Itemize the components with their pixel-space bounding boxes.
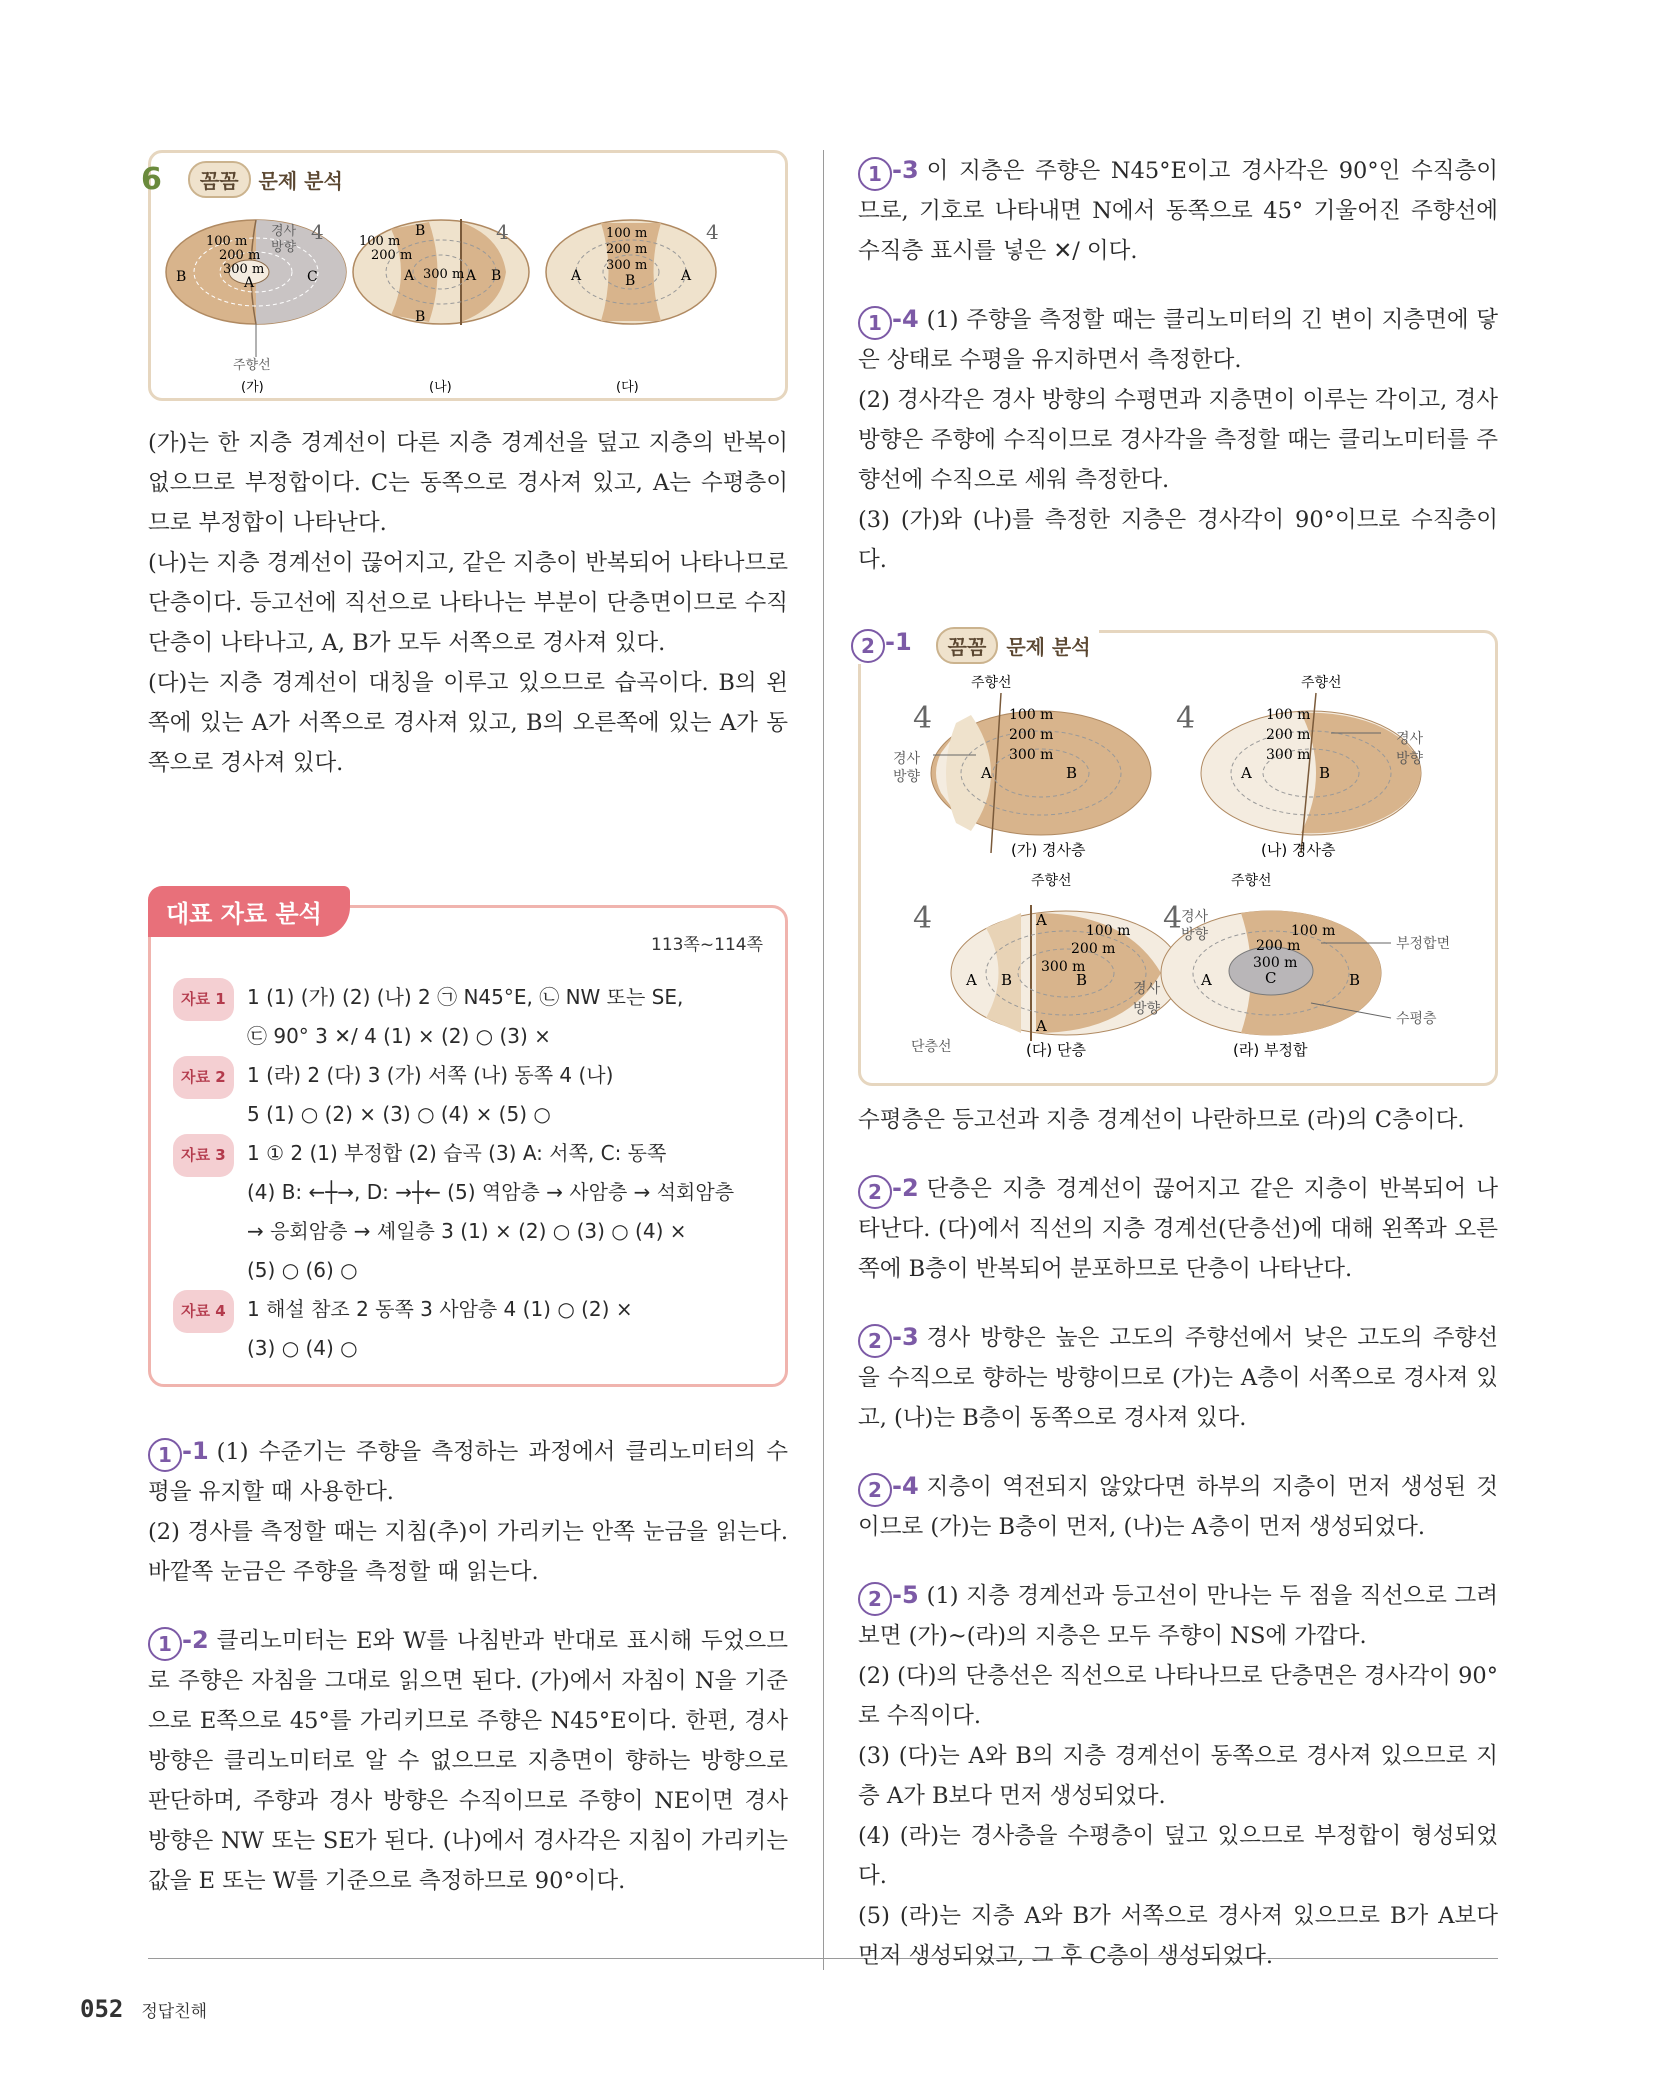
letter-b: B (415, 223, 426, 239)
badge: 자료 3 (173, 1134, 234, 1177)
right-column (858, 150, 1498, 2004)
contour-100: 100 m (606, 226, 648, 241)
answer-2-3 (858, 1317, 1498, 1438)
q6-number: 6 (141, 162, 162, 197)
contour-300: 300 m (223, 262, 265, 277)
letter-b2: B (1076, 971, 1088, 989)
q6-kk-header (188, 161, 343, 198)
paragraph: 수평층은 등고선과 지층 경계선이 나란하므로 (라)의 C층이다. (858, 1107, 1465, 1133)
letter-c: C (307, 269, 318, 285)
contour-200: 200 m (1009, 727, 1054, 743)
summary-line: (4) B: ←┼→, D: →┼← (5) 역암층 → 사암층 → 석회암층 (247, 1180, 735, 1204)
answer-1-4 (858, 299, 1498, 580)
caption-na: (나) (429, 380, 452, 395)
item-number: 1 -4 (858, 299, 919, 340)
answer-1-2 (148, 1620, 788, 1901)
paragraph: (2) (다)의 단층선은 직선으로 나타나므로 단층면은 경사각이 90°로 수직이다. (858, 1663, 1498, 1729)
kk-tag: 꼼꼼 (188, 161, 251, 198)
letter-a: A (571, 268, 582, 284)
summary-line: 1 (라) 2 (다) 3 (가) 서쪽 (나) 동쪽 4 (나) (247, 1063, 614, 1087)
kk-header (936, 627, 1091, 664)
strike-label: 주향선 (971, 675, 1012, 691)
north-4: 4 (1176, 701, 1196, 736)
badge: 자료 4 (173, 1290, 234, 1333)
contour-300: 300 m (1266, 747, 1311, 763)
answer-2-5 (858, 1575, 1498, 1976)
summary-line: ㉢ 90° 3 ✕/ 4 (1) × (2) ○ (3) × (247, 1024, 551, 1048)
summary-line: (5) ○ (6) ○ (247, 1258, 358, 1282)
letter-b: B (625, 273, 636, 289)
paragraph: (2) 경사를 측정할 때는 지침(추)이 가리키는 안쪽 눈금을 읽는다. 바깥쪽 눈금은 주향을 측정할 때 읽는다. (148, 1519, 788, 1585)
strike-label: 주향선 (1301, 675, 1342, 691)
paragraph: 1 -1 (1) 수준기는 주향을 측정하는 과정에서 클리노미터의 수평을 유지할 때 사용한다. (148, 1431, 788, 1512)
badge: 자료 2 (173, 1056, 234, 1099)
paragraph: (5) (라)는 지층 A와 B가 서쪽으로 경사져 있으므로 B가 A보다 먼저 생성되었고, 그 후 C층이 생성되었다. (858, 1903, 1498, 1969)
north-4: 4 (1163, 901, 1183, 936)
letter-b2: B (415, 309, 426, 325)
contour-300: 300 m (1253, 955, 1298, 971)
letter-b: B (176, 269, 187, 285)
north-4: 4 (311, 220, 324, 244)
summary-line: (3) ○ (4) ○ (247, 1336, 358, 1360)
paragraph: (가)는 한 지층 경계선이 다른 지층 경계선을 덮고 지층의 반복이 없으므로 부정합이다. C는 동쪽으로 경사져 있고, A는 수평층이므로 부정합이 나타난다. (148, 430, 788, 536)
map-da (911, 872, 1181, 1059)
item-number: 1 -2 (148, 1620, 209, 1661)
item-number: 2 -2 (858, 1168, 919, 1209)
contour-200: 200 m (606, 242, 648, 257)
summary-line: 5 (1) ○ (2) × (3) ○ (4) × (5) ○ (247, 1102, 551, 1126)
q6-explanation (148, 423, 788, 783)
contour-300: 300 m (1041, 959, 1086, 975)
paragraph: 1 -4 (1) 주향을 측정할 때는 클리노미터의 긴 변이 지층면에 닿은 상태로 수평을 유지하면서 측정한다. (858, 299, 1498, 380)
summary-line: 1 ① 2 (1) 부정합 (2) 습곡 (3) A: 서쪽, C: 동쪽 (247, 1141, 667, 1165)
paragraph: 1 -3 이 지층은 주향은 N45°E이고 경사각은 90°인 수직층이므로, 기호로 나타내면 N에서 동쪽으로 45° 기울어진 주향선에 수직층 표시를 넣은 ✕/ 이다. (858, 150, 1498, 271)
map-na (1176, 674, 1424, 859)
summary-line: 1 (1) (가) (2) (나) 2 ㉠ N45°E, ㉡ NW 또는 SE, (247, 985, 684, 1009)
q6-maps (161, 197, 761, 397)
letter-a: A (1201, 971, 1212, 989)
caption-ga: (가) (241, 380, 264, 395)
item-number: 1 -3 (858, 150, 919, 191)
summary-line: 1 해설 참조 2 동쪽 3 사암층 4 (1) ○ (2) × (247, 1297, 633, 1321)
letter-b: B (1001, 971, 1013, 989)
letter-a: A (244, 275, 255, 291)
q2-1-maps (861, 673, 1491, 1073)
contour-300: 300 m (423, 267, 465, 282)
letter-a2: A (466, 268, 477, 284)
north-4: 4 (913, 901, 933, 936)
caption-na: (나) 경사층 (1261, 841, 1336, 859)
book-label: 정답친해 (141, 2002, 208, 2022)
q2-1-conclusion (858, 1100, 1498, 1140)
summary-row (173, 1290, 763, 1368)
contour-200: 200 m (1071, 941, 1116, 957)
dip-label-1: 경사 (1133, 981, 1161, 997)
letter-a: A (1036, 911, 1047, 929)
letter-b: B (1066, 764, 1078, 782)
left-column (141, 150, 788, 1929)
contour-100: 100 m (1266, 707, 1311, 723)
contour-200: 200 m (371, 248, 413, 263)
paragraph: (4) (라)는 경사층을 수평층이 덮고 있으므로 부정합이 형성되었다. (858, 1823, 1498, 1889)
dip-label-2: 방향 (271, 240, 297, 255)
answer-2-2 (858, 1168, 1498, 1289)
summary-row (173, 1134, 763, 1290)
strike-label: 주향선 (233, 358, 271, 373)
horizontal-layer-label: 수평층 (1396, 1011, 1437, 1027)
summary-pages: 113쪽~114쪽 (651, 935, 763, 955)
map-ra (1161, 872, 1450, 1059)
kk-label: 문제 분석 (1006, 635, 1091, 659)
letter-c: C (1265, 969, 1277, 987)
map-na (353, 219, 529, 395)
letter-a3: A (1036, 1017, 1047, 1035)
item-number: 1 -1 (148, 1431, 209, 1472)
paragraph: (다)는 지층 경계선이 대칭을 이루고 있으므로 습곡이다. B의 왼쪽에 있는 A가 서쪽으로 경사져 있고, B의 오른쪽에 있는 A가 동쪽으로 경사져 있다. (148, 670, 788, 776)
item-number: 2 -5 (858, 1575, 919, 1616)
contour-100: 100 m (206, 234, 248, 249)
page-footer (80, 1995, 207, 2023)
dip-label-2: 방향 (1396, 751, 1424, 767)
paragraph: 2 -5 (1) 지층 경계선과 등고선이 만나는 두 점을 직선으로 그려보면 (가)~(라)의 지층은 모두 주향이 NS에 가깝다. (858, 1575, 1498, 1656)
north-4: 4 (496, 220, 509, 244)
letter-a: A (404, 268, 415, 284)
summary-title: 대표 자료 분석 (148, 886, 350, 937)
north-4: 4 (913, 701, 933, 736)
q2-1-figure-box (858, 630, 1498, 1086)
paragraph: (3) (가)와 (나)를 측정한 지층은 경사각이 90°이므로 수직층이다. (858, 507, 1498, 573)
kk-label: 문제 분석 (258, 169, 343, 193)
strike-label: 주향선 (1031, 873, 1072, 889)
letter-a2: A (681, 268, 692, 284)
paragraph: 2 -3 경사 방향은 높은 고도의 주향선에서 낮은 고도의 주향선을 수직으로 향하는 방향이므로 (가)는 A층이 서쪽으로 경사져 있고, (나)는 B층이 동쪽으로 경사져 있다. (858, 1317, 1498, 1438)
contour-100: 100 m (1009, 707, 1054, 723)
kk-tag: 꼼꼼 (936, 627, 999, 664)
paragraph: 2 -2 단층은 지층 경계선이 끊어지고 같은 지층이 반복되어 나타난다. (다)에서 직선의 지층 경계선(단층선)에 대해 왼쪽과 오른쪽에 B층이 반복되어 분포하므로 단층이 나타난다. (858, 1168, 1498, 1289)
letter-b: B (1319, 764, 1331, 782)
item-number: 2 -3 (858, 1317, 919, 1358)
answer-1-1 (148, 1431, 788, 1592)
caption-ra: (라) 부정합 (1233, 1041, 1308, 1059)
summary-row (173, 978, 763, 1056)
badge: 자료 1 (173, 978, 234, 1021)
answer-1-3 (858, 150, 1498, 271)
letter-b: B (1349, 971, 1361, 989)
contour-100: 100 m (359, 234, 401, 249)
contour-300: 300 m (1009, 747, 1054, 763)
north-4: 4 (706, 220, 719, 244)
item-number: 2 -1 (851, 628, 912, 663)
dip-label-2: 방향 (1133, 1001, 1161, 1017)
item-number: 2 -4 (858, 1466, 919, 1507)
column-divider (823, 150, 824, 1970)
contour-200: 200 m (1266, 727, 1311, 743)
dip-label-1: 경사 (271, 224, 297, 239)
contour-100: 100 m (1086, 923, 1131, 939)
unconformity-label: 부정합면 (1396, 936, 1451, 952)
letter-a: A (1241, 764, 1252, 782)
fault-line-label: 단층선 (911, 1039, 952, 1055)
q6-figure-box (141, 150, 788, 401)
dip-label-2: 방향 (893, 769, 921, 785)
map-ga (893, 674, 1151, 859)
letter-b3: B (491, 268, 502, 284)
contour-100: 100 m (1291, 923, 1336, 939)
map-ga (166, 220, 346, 395)
summary-row (173, 1056, 763, 1134)
dip-label-1: 경사 (893, 751, 921, 767)
letter-a: A (981, 764, 992, 782)
paragraph: (3) (다)는 A와 B의 지층 경계선이 동쪽으로 경사져 있으므로 지층 A가 B보다 먼저 생성되었다. (858, 1743, 1498, 1809)
caption-da: (다) 단층 (1026, 1041, 1086, 1059)
contour-200: 200 m (219, 248, 261, 263)
dip-label-1: 경사 (1181, 909, 1209, 925)
dip-label-1: 경사 (1396, 731, 1424, 747)
paragraph: (나)는 지층 경계선이 끊어지고, 같은 지층이 반복되어 나타나므로 단층이다. 등고선에 직선으로 나타나는 부분이 단층면이므로 수직 단층이 나타나고, A, B가 모두 서쪽으로 경사져 있다. (148, 550, 788, 656)
caption-ga: (가) 경사층 (1011, 841, 1086, 859)
contour-200: 200 m (1256, 938, 1301, 954)
caption-da: (다) (616, 380, 639, 395)
summary-box (148, 900, 788, 1387)
paragraph: (2) 경사각은 경사 방향의 수평면과 지층면이 이루는 각이고, 경사 방향은 주향에 수직이므로 경사각을 측정할 때는 클리노미터를 주향선에 수직으로 세워 측정한다. (858, 387, 1498, 493)
letter-a2: A (966, 971, 977, 989)
answer-2-4 (858, 1466, 1498, 1547)
paragraph: 2 -4 지층이 역전되지 않았다면 하부의 지층이 먼저 생성된 것이므로 (가)는 B층이 먼저, (나)는 A층이 먼저 생성되었다. (858, 1466, 1498, 1547)
paragraph: 1 -2 클리노미터는 E와 W를 나침반과 반대로 표시해 두었으므로 주향은 자침을 그대로 읽으면 된다. (가)에서 자침이 N을 기준으로 E쪽으로 45°를 가리키므로 주향은 N45°E이다. 한편, 경사 방향은 클리노미터로 알 수 없으므로 지층면이 향하는 방향으로 판단하며, 주향과 경사 방향은 수직이므로 주향이 NE이면 경사 방향은 NW 또는 SE가 된다. (나)에서 경사각은 지침이 가리키는 값을 E 또는 W를 기준으로 측정하므로 90°이다. (148, 1620, 788, 1901)
contour-300: 300 m (606, 258, 648, 273)
summary-line: → 응회암층 → 셰일층 3 (1) × (2) ○ (3) ○ (4) × (247, 1219, 687, 1243)
strike-label: 주향선 (1231, 873, 1272, 889)
map-da (546, 220, 719, 395)
page-number: 052 (80, 1995, 124, 2023)
dip-label-2: 방향 (1181, 927, 1209, 943)
